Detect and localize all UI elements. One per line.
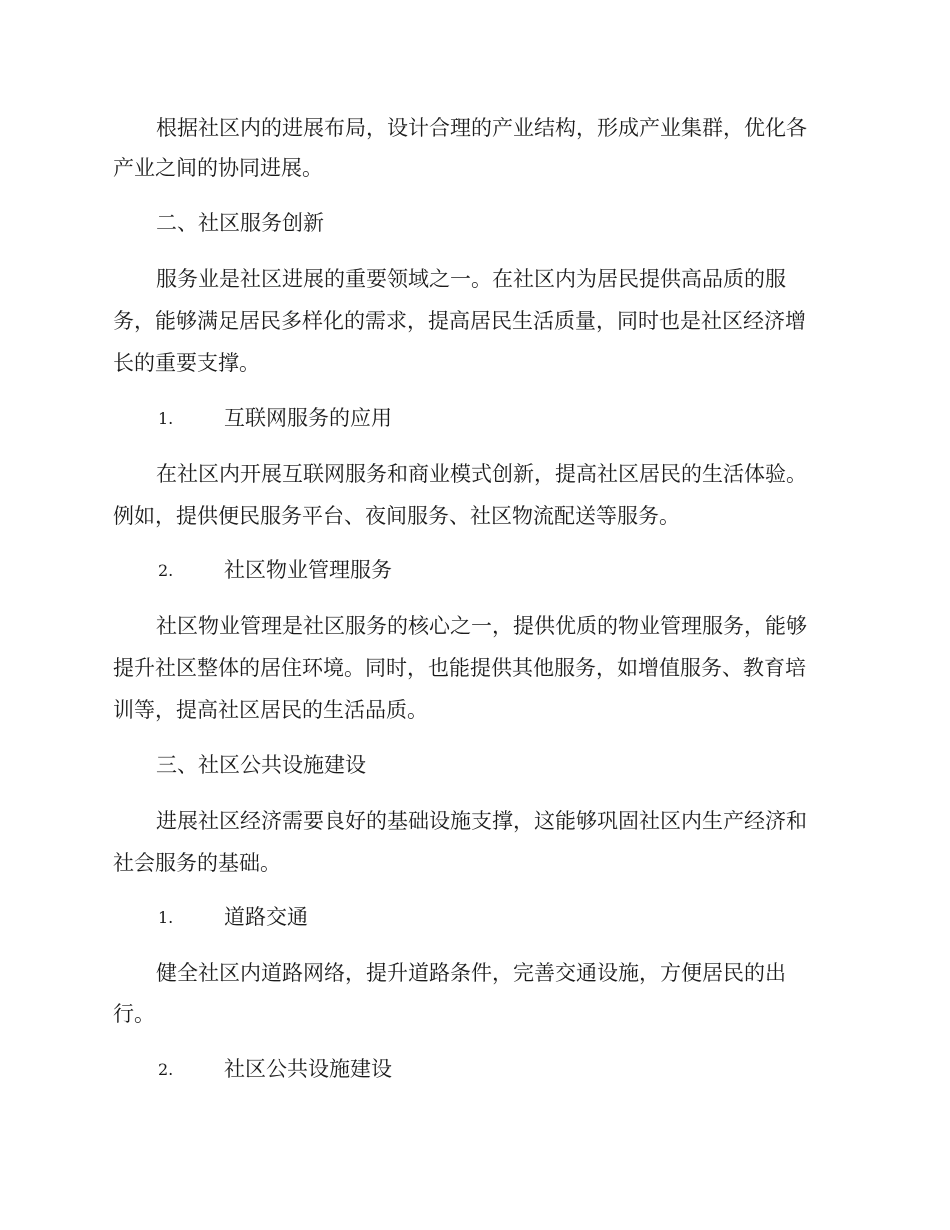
list-number: 1. (158, 908, 174, 927)
paragraph-line: 社区物业管理是社区服务的核心之一，提供优质的物业管理服务，能够 (156, 614, 807, 638)
section-heading: 二、社区服务创新 (156, 211, 324, 235)
paragraph-line: 根据社区内的进展布局，设计合理的产业结构，形成产业集群，优化各 (156, 116, 807, 140)
paragraph-line: 长的重要支撑。 (113, 351, 260, 375)
list-number: 2. (158, 1060, 174, 1079)
paragraph-line: 训等，提高社区居民的生活品质。 (113, 698, 428, 722)
paragraph-line: 在社区内开展互联网服务和商业模式创新，提高社区居民的生活体验。 (156, 462, 807, 486)
list-item-title: 道路交通 (224, 905, 308, 929)
paragraph-line: 行。 (113, 1002, 155, 1026)
paragraph-line: 健全社区内道路网络，提升道路条件，完善交通设施，方便居民的出 (156, 961, 786, 985)
section-heading: 三、社区公共设施建设 (156, 753, 366, 777)
paragraph-line: 服务业是社区进展的重要领域之一。在社区内为居民提供高品质的服 (156, 267, 786, 291)
paragraph-line: 进展社区经济需要良好的基础设施支撑，这能够巩固社区内生产经济和 (156, 809, 807, 833)
list-item-title: 社区物业管理服务 (224, 558, 392, 582)
paragraph-line: 务，能够满足居民多样化的需求，提高居民生活质量，同时也是社区经济增 (113, 309, 806, 333)
list-number: 2. (158, 561, 174, 580)
list-item-title: 互联网服务的应用 (224, 406, 392, 430)
paragraph-line: 社会服务的基础。 (113, 851, 281, 875)
paragraph-line: 提升社区整体的居住环境。同时，也能提供其他服务，如增值服务、教育培 (113, 656, 806, 680)
paragraph-line: 例如，提供便民服务平台、夜间服务、社区物流配送等服务。 (113, 504, 680, 528)
paragraph-line: 产业之间的协同进展。 (113, 156, 323, 180)
list-item-title: 社区公共设施建设 (224, 1057, 392, 1081)
list-number: 1. (158, 409, 174, 428)
